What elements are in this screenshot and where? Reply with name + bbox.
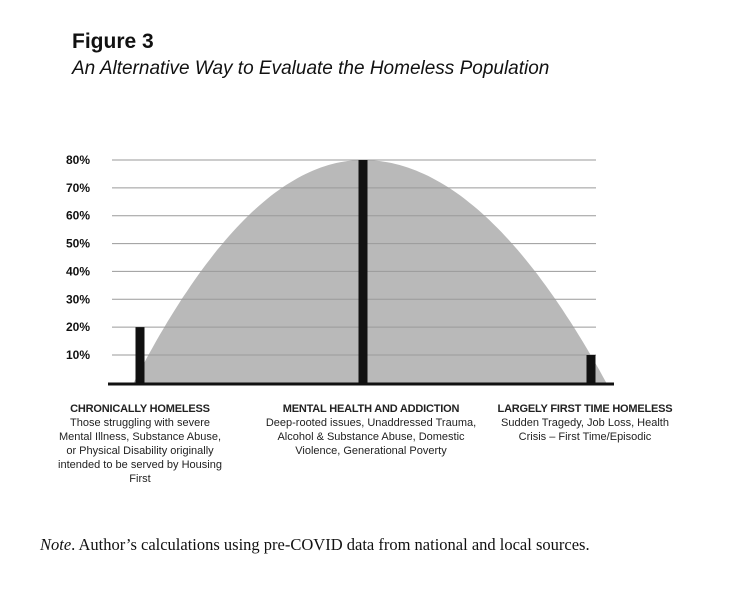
figure-subtitle: An Alternative Way to Evaluate the Homeless Population <box>72 58 550 79</box>
y-tick-label: 70% <box>66 180 91 195</box>
y-tick-label: 50% <box>66 236 91 251</box>
category-mental-health-addiction <box>251 403 491 458</box>
figure-label: Figure 3 <box>72 30 154 53</box>
category-title: MENTAL HEALTH AND ADDICTION <box>282 403 460 415</box>
y-tick-labels <box>66 153 90 362</box>
bar-chronically-homeless <box>136 327 145 384</box>
y-tick-label: 10% <box>66 348 91 362</box>
category-first-time-homeless <box>465 403 705 444</box>
category-title: LARGELY FIRST TIME HOMELESS <box>497 403 673 415</box>
category-title: CHRONICALLY HOMELESS <box>70 403 210 415</box>
figure-note <box>40 535 590 555</box>
category-description: Sudden Tragedy, Job Loss, Health Crisis – First Time/Episodic <box>501 417 669 443</box>
curve-area <box>133 160 607 384</box>
y-tick-label: 60% <box>66 208 91 223</box>
bar-first-time-homeless <box>587 355 596 384</box>
y-tick-label: 80% <box>66 153 91 167</box>
category-chronically-homeless <box>20 403 260 486</box>
note-label: Note <box>40 535 72 554</box>
bar-mental-health-addiction <box>359 160 368 384</box>
y-tick-label: 20% <box>66 320 91 335</box>
category-description: Deep-rooted issues, Unaddressed Trauma, Alcohol & Substance Abuse, Domestic Violence, Generational Poverty <box>265 417 477 457</box>
category-description: Those struggling with severe Mental Illness, Substance Abuse, or Physical Disability originally intended to be served by Housing First <box>58 417 222 485</box>
y-tick-label: 40% <box>66 264 91 279</box>
note-text: . Author’s calculations using pre-COVID data from national and local sources. <box>71 535 590 554</box>
y-tick-label: 30% <box>66 292 91 307</box>
